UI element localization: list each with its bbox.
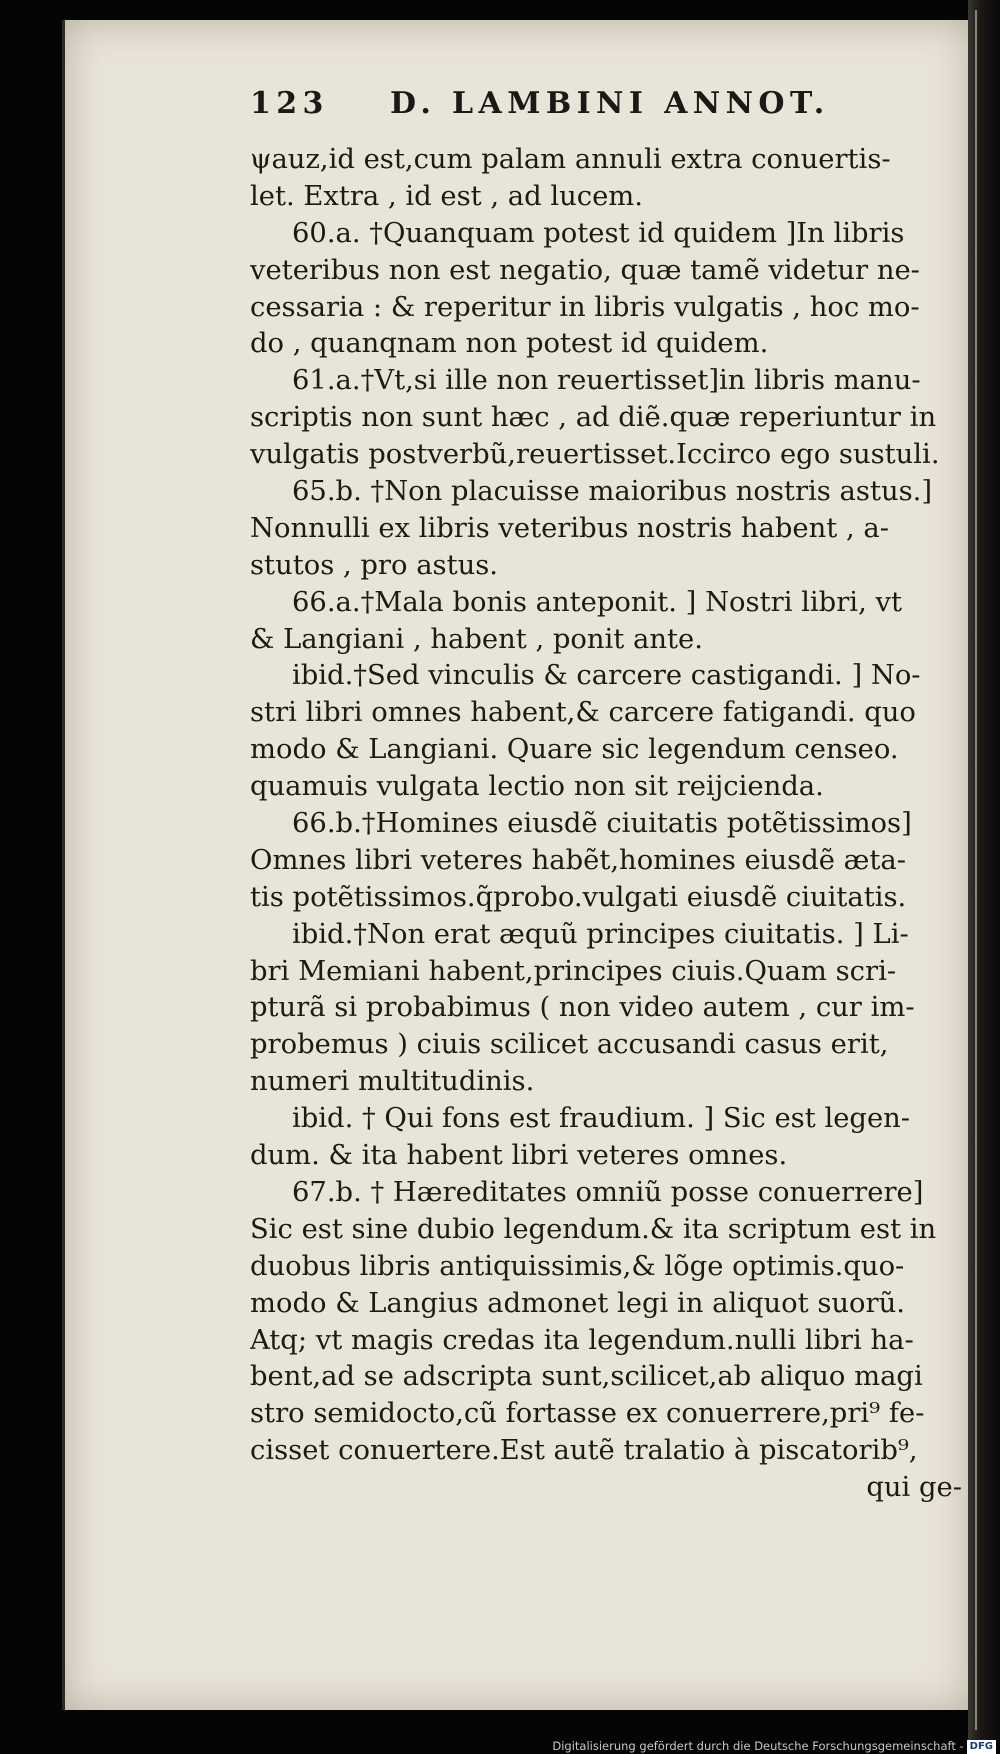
text-line: ψauz,id est,cum palam annuli extra conuertis- — [250, 144, 891, 175]
text-line: 60.a. †Quanquam potest id quidem ]In libris — [292, 217, 905, 249]
page-edge-shadow — [968, 0, 1000, 1740]
text-line: Sic est sine dubio legendum.& ita scriptum est in — [250, 1213, 937, 1245]
text-line: do , quanqnam non potest id quidem. — [250, 328, 769, 360]
text-line: ibid. † Qui fons est fraudium. ] Sic est legen- — [292, 1103, 911, 1135]
text-line: tis potẽtissimos.q̃probo.vulgati eiusdẽ ciuitatis. — [250, 881, 907, 913]
text-line: Atq; vt magis credas ita legendum.nulli libri ha- — [250, 1324, 914, 1356]
text-line: numeri multitudinis. — [250, 1066, 535, 1098]
text-line: & Langiani , habent , ponit ante. — [250, 623, 703, 655]
text-line: vulgatis postverbũ,reuertisset.Iccirco ego sustuli. — [250, 439, 940, 471]
text-line: ibid.†Non erat æquũ principes ciuitatis. ] Li- — [292, 918, 909, 950]
text-line: scriptis non sunt hæc , ad diẽ.quæ reperiuntur in — [250, 402, 937, 434]
text-line: Nonnulli ex libris veteribus nostris habent , a- — [250, 512, 889, 544]
text-line: Omnes libri veteres habẽt,homines eiusdẽ æta- — [250, 844, 906, 876]
text-line: bent,ad se adscripta sunt,scilicet,ab aliquo magi — [250, 1361, 923, 1393]
text-line: 61.a.†Vt,si ille non reuertisset]in libris manu- — [292, 365, 921, 397]
text-line: pturã si probabimus ( non video autem , cur im- — [250, 992, 915, 1024]
text-line: 65.b. †Non placuisse maioribus nostris astus.] — [292, 476, 933, 508]
page-number: 123 — [250, 86, 329, 121]
running-head — [250, 86, 970, 126]
text-line: stro semidocto,cũ fortasse ex conuerrere,pri⁹ fe- — [250, 1398, 925, 1430]
text-line: qui ge- — [866, 1472, 962, 1504]
text-line: stri libri omnes habent,& carcere fatigandi. quo — [250, 697, 916, 729]
text-line: stutos , pro astus. — [250, 549, 499, 581]
text-line: bri Memiani habent,principes ciuis.Quam scri- — [250, 955, 897, 987]
text-line: duobus libris antiquissimis,& lõge optimis.quo- — [250, 1250, 905, 1282]
text-line: cisset conuertere.Est autẽ tralatio à piscatorib⁹, — [250, 1435, 918, 1467]
footer-credit-text: Digitalisierung gefördert durch die Deutsche Forschungsgemeinschaft - — [552, 1739, 964, 1753]
text-line: 67.b. † Hæreditates omniũ posse conuerrere] — [292, 1176, 924, 1208]
text-line: let. Extra , id est , ad lucem. — [250, 180, 643, 212]
text-line: modo & Langiani. Quare sic legendum censeo. — [250, 734, 899, 766]
text-line: modo & Langius admonet legi in aliquot suorũ. — [250, 1287, 905, 1319]
text-line: 66.a.†Mala bonis anteponit. ] Nostri libri, vt — [292, 586, 902, 618]
text-line: ibid.†Sed vinculis & carcere castigandi. ] No- — [292, 660, 921, 692]
text-line: probemus ) ciuis scilicet accusandi casus erit, — [250, 1029, 889, 1061]
text-line: dum. & ita habent libri veteres omnes. — [250, 1140, 788, 1172]
text-line: cessaria : & reperitur in libris vulgatis , hoc mo- — [250, 291, 920, 323]
page-edge-line — [975, 10, 977, 1730]
dfg-logo: DFG — [967, 1740, 996, 1754]
text-line: quamuis vulgata lectio non sit reijcienda. — [250, 771, 824, 803]
text-line: 66.b.†Homines eiusdẽ ciuitatis potẽtissimos] — [292, 808, 912, 840]
annotation-text — [250, 142, 962, 1507]
text-line: veteribus non est negatio, quæ tamẽ videtur ne- — [250, 254, 920, 286]
running-title: D. LAMBINI ANNOT. — [390, 86, 830, 121]
footer-credit — [0, 1738, 996, 1754]
